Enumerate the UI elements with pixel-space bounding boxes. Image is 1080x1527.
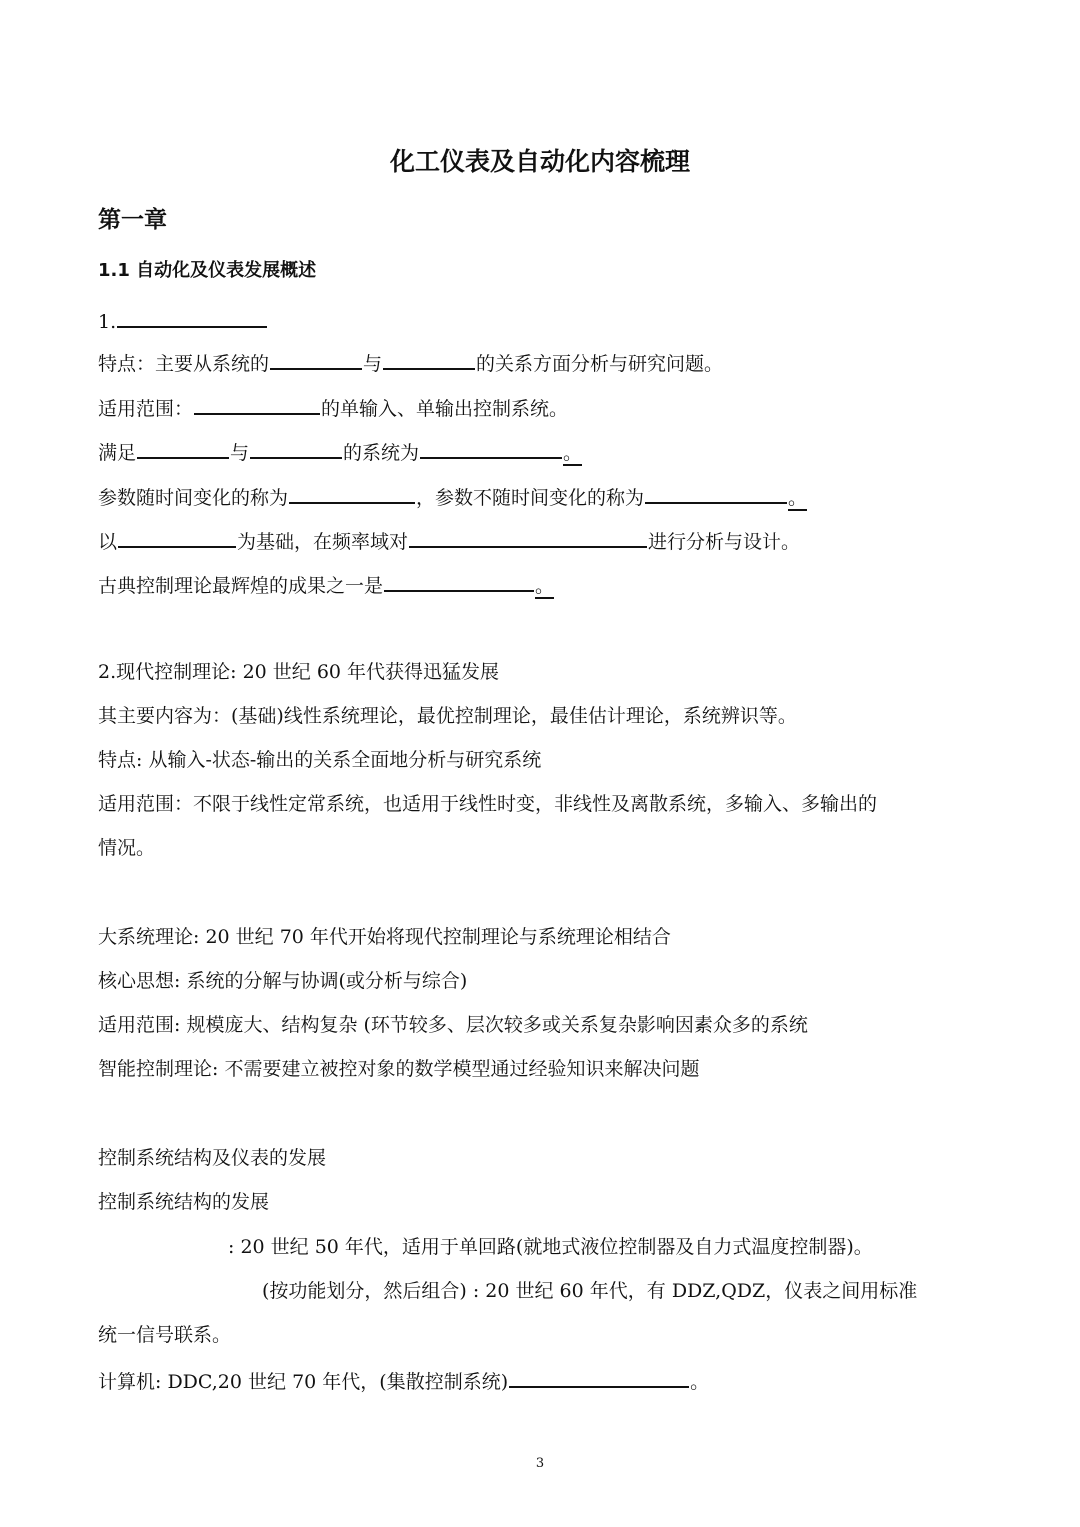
fill-blank <box>383 348 475 370</box>
fill-blank <box>194 393 320 415</box>
intelligent-control-line: 智能控制理论: 不需要建立被控对象的数学模型通过经验知识来解决问题 <box>98 1058 700 1080</box>
fill-blank <box>420 437 562 459</box>
text-segment: 进行分析与设计。 <box>648 531 801 553</box>
scope-line: 适用范围：不限于线性定常系统，也适用于线性时变，非线性及离散系统，多输入、多输出的 <box>98 793 878 815</box>
sixties-continuation: 统一信号联系。 <box>98 1324 232 1346</box>
item-1-line <box>98 306 268 335</box>
fill-blank <box>118 526 236 548</box>
text-segment: 。 <box>788 487 808 509</box>
satisfy-line <box>98 437 582 466</box>
fill-blank <box>509 1366 689 1388</box>
text-segment: 。 <box>690 1371 710 1393</box>
text-segment: 为基础，在频率域对 <box>237 531 409 553</box>
fill-blank <box>645 482 787 504</box>
text-segment: 参数随时间变化的称为 <box>98 487 289 509</box>
text-segment: 适用范围： <box>98 398 194 420</box>
achievement-line <box>98 570 554 599</box>
structure-heading: 控制系统结构及仪表的发展 <box>98 1147 327 1169</box>
text-segment: 特点：主要从系统的 <box>98 353 270 375</box>
structure-subheading: 控制系统结构的发展 <box>98 1191 270 1213</box>
text-segment: 与 <box>230 442 250 464</box>
text-segment: 的单输入、单输出控制系统。 <box>321 398 569 420</box>
text-segment: ，参数不随时间变化的称为 <box>416 487 645 509</box>
scope-line <box>98 393 568 422</box>
features-line <box>98 348 723 377</box>
document-title: 化工仪表及自动化内容梳理 <box>389 147 690 176</box>
text-segment: 的关系方面分析与研究问题。 <box>476 353 724 375</box>
item-number: 1. <box>98 311 117 333</box>
text-segment: 。 <box>535 575 555 597</box>
fill-blank <box>270 348 362 370</box>
fill-blank <box>384 570 534 592</box>
chapter-heading: 第一章 <box>98 207 167 233</box>
page-number: 3 <box>535 1456 545 1471</box>
fill-blank <box>409 526 647 548</box>
fill-blank <box>250 437 342 459</box>
text-segment: 满足 <box>98 442 137 464</box>
computer-line <box>98 1366 709 1395</box>
fill-blank <box>289 482 415 504</box>
text-segment: 与 <box>363 353 383 375</box>
core-idea-line: 核心思想: 系统的分解与协调(或分析与综合) <box>98 970 468 992</box>
params-line <box>98 482 807 511</box>
section-heading: 1.1 自动化及仪表发展概述 <box>98 260 317 281</box>
features-line: 特点: 从输入-状态-输出的关系全面地分析与研究系统 <box>98 749 542 771</box>
large-system-heading: 大系统理论: 20 世纪 70 年代开始将现代控制理论与系统理论相结合 <box>98 926 671 948</box>
modern-control-heading: 2.现代控制理论: 20 世纪 60 年代获得迅猛发展 <box>98 661 500 683</box>
fill-blank <box>117 306 267 328</box>
text-segment: 以 <box>98 531 118 553</box>
text-segment: 的系统为 <box>343 442 420 464</box>
basis-line <box>98 526 800 555</box>
sixties-line: (按功能划分，然后组合) : 20 世纪 60 年代，有 DDZ,QDZ，仪表之间用标准 <box>262 1280 918 1302</box>
text-segment: 计算机: DDC,20 世纪 70 年代，(集散控制系统) <box>98 1371 509 1393</box>
fill-blank <box>137 437 229 459</box>
fifties-line: : 20 世纪 50 年代，适用于单回路(就地式液位控制器及自力式温度控制器)。 <box>228 1236 873 1258</box>
text-segment: 古典控制理论最辉煌的成果之一是 <box>98 575 384 597</box>
text-segment: 。 <box>563 442 583 464</box>
main-content-line: 其主要内容为：(基础)线性系统理论，最优控制理论，最佳估计理论，系统辨识等。 <box>98 705 797 727</box>
scope-continuation: 情况。 <box>98 837 156 859</box>
scope-line: 适用范围: 规模庞大、结构复杂 (环节较多、层次较多或关系复杂影响因素众多的系统 <box>98 1014 808 1036</box>
